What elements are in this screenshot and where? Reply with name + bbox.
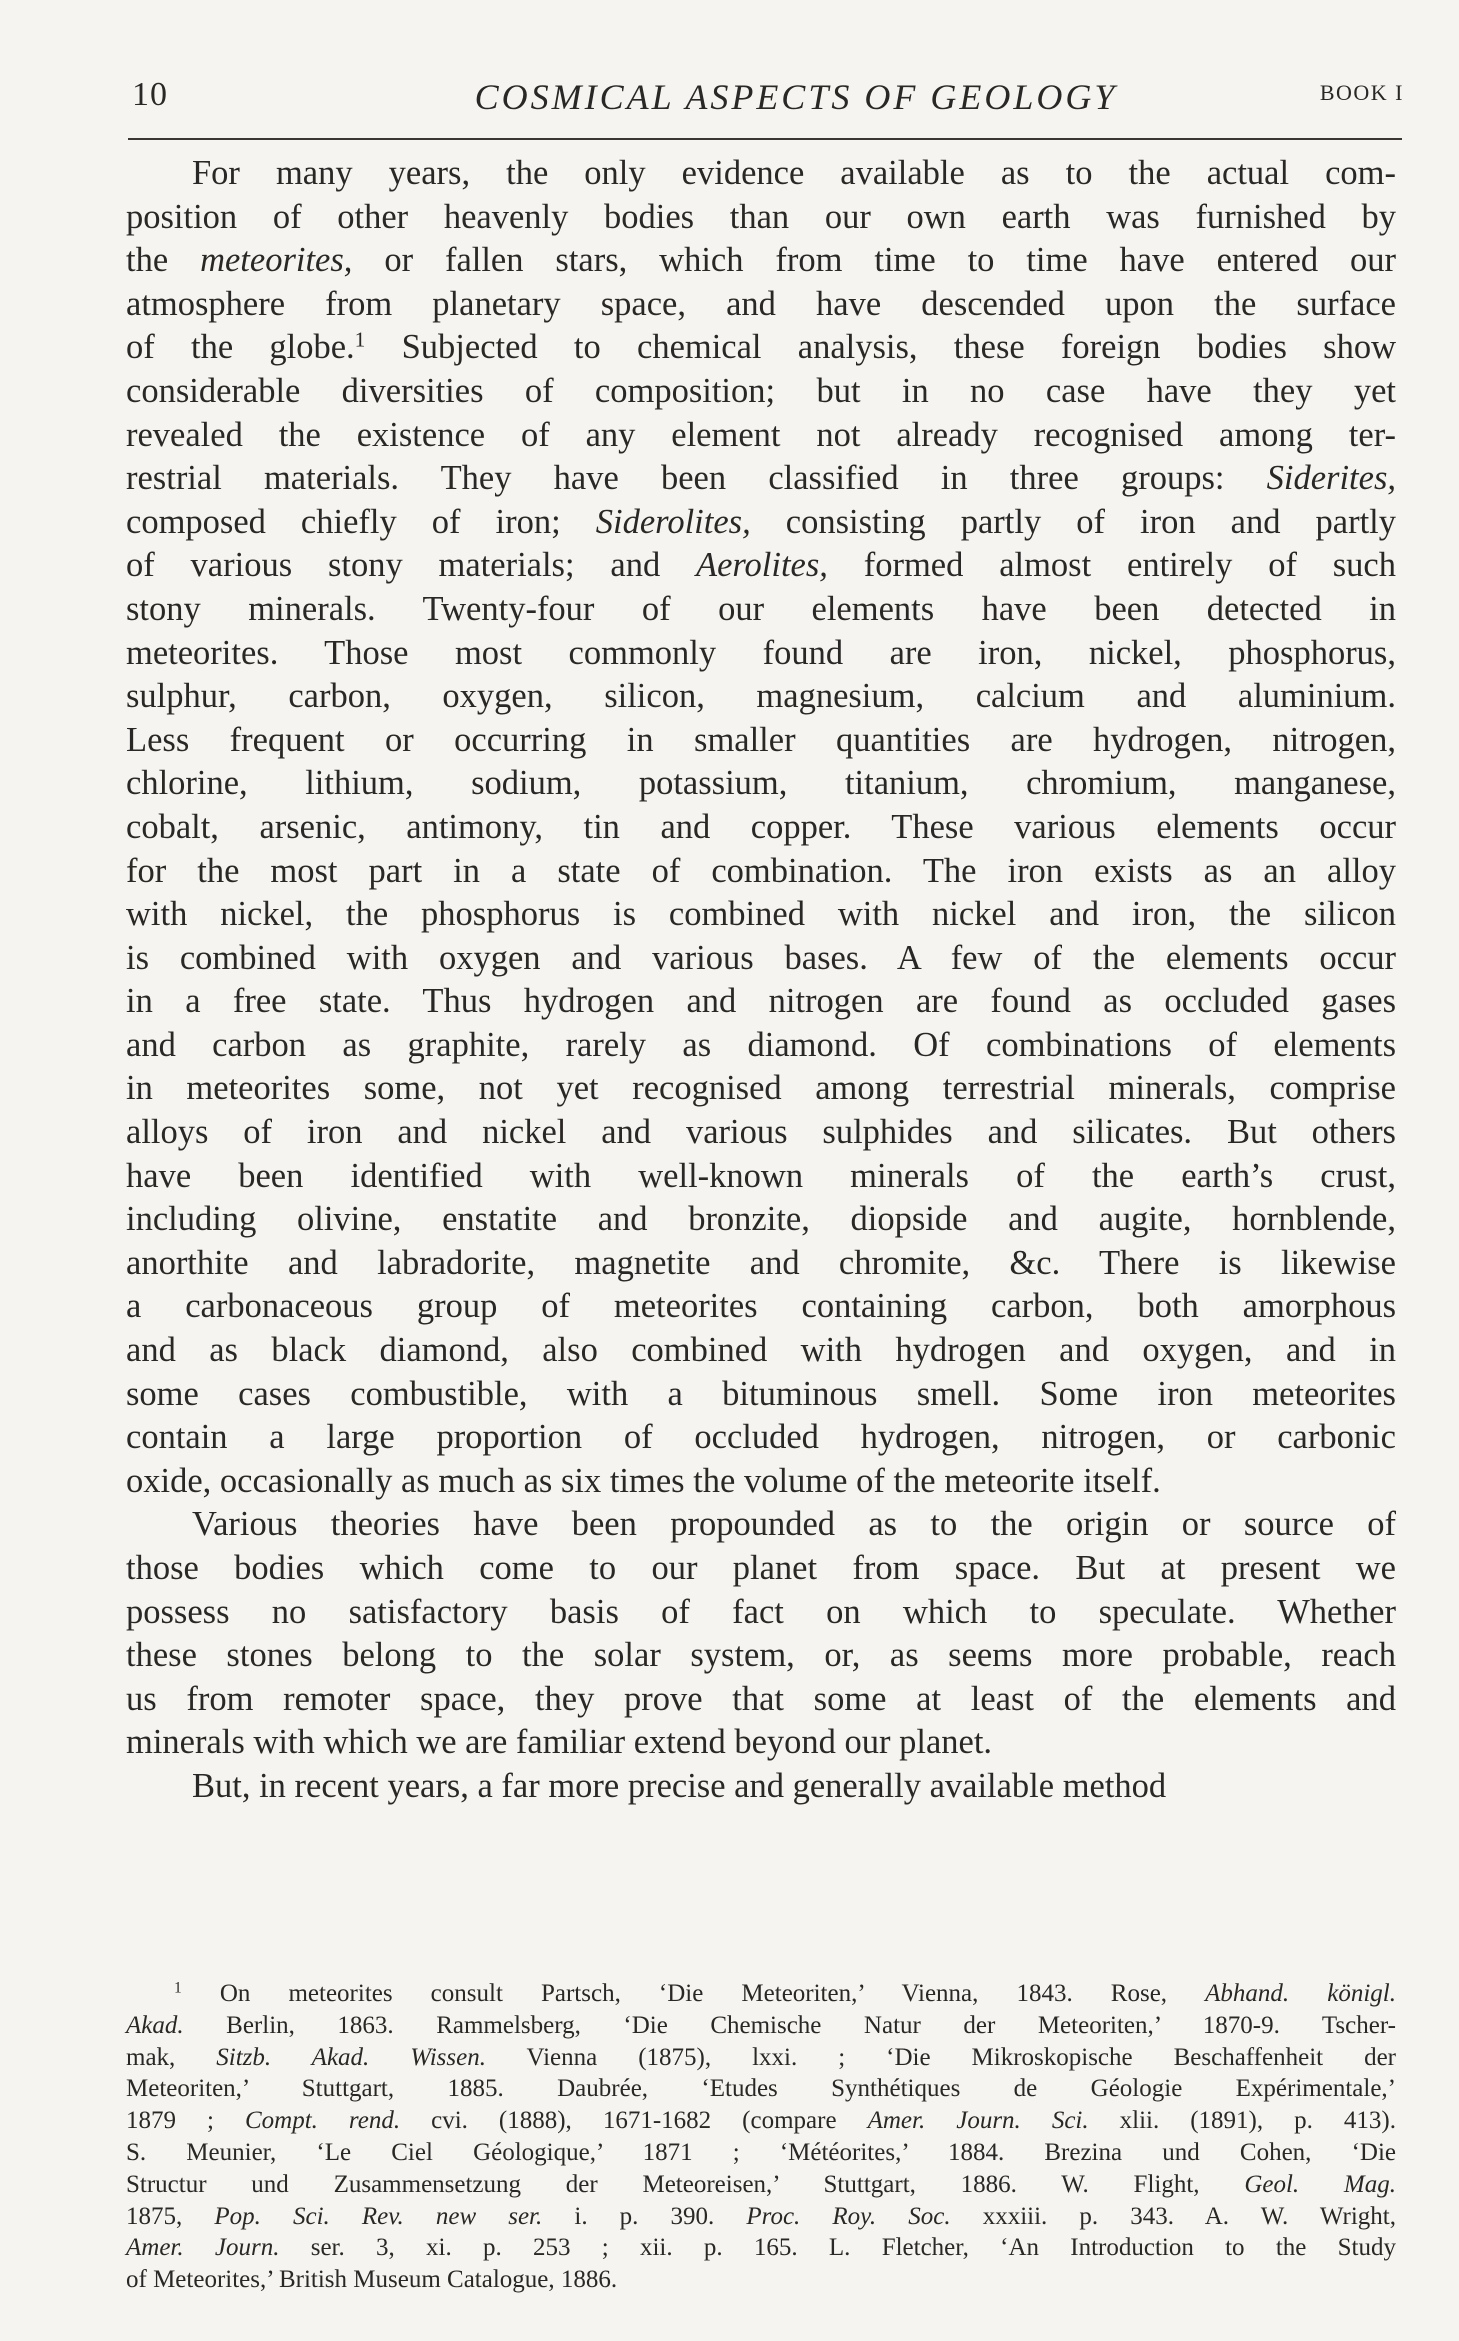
text-line	[126, 1285, 1396, 1329]
text-line	[126, 501, 1396, 545]
text-line	[126, 1242, 1396, 1286]
text-line	[126, 1634, 1396, 1678]
italic-term: Aerolites,	[696, 546, 828, 585]
text-run: meteorites. Those most commonly found are iron, nickel, phosphorus,	[126, 633, 1396, 672]
text-run: mak,	[126, 2043, 217, 2071]
text-run: anorthite and labradorite, magnetite and chromite, &c. There is likewise	[126, 1243, 1396, 1282]
text-line	[126, 1198, 1396, 1242]
text-line	[126, 1024, 1396, 1068]
footnote-line	[126, 2232, 1396, 2264]
text-run: i. p. 390.	[542, 2202, 747, 2230]
italic-term: Sitzb. Akad. Wissen.	[216, 2043, 486, 2071]
text-run: sulphur, carbon, oxygen, silicon, magnesium, calcium and aluminium.	[126, 677, 1396, 716]
text-run: those bodies which come to our planet from space. But at present we	[126, 1549, 1396, 1587]
text-line	[126, 457, 1396, 501]
text-run: contain a large proportion of occluded hydrogen, nitrogen, or carbonic	[126, 1418, 1396, 1457]
footnote-line	[126, 2169, 1396, 2201]
text-run: of various stony materials; and	[126, 546, 697, 585]
text-run: S. Meunier, ‘Le Ciel Géologique,’ 1871 ; ‘Météorites,’ 1884. Brezina und Cohen, ‘Die	[126, 2138, 1396, 2166]
text-run: For many years, the only evidence available as to the actual com-	[192, 154, 1396, 192]
text-run: formed almost entirely of such	[827, 546, 1396, 585]
text-line	[126, 893, 1396, 937]
text-run: in a free state. Thus hydrogen and nitrogen are found as occluded gases	[126, 982, 1396, 1021]
italic-term: meteorites,	[200, 241, 353, 280]
text-run: alloys of iron and nickel and various sulphides and silicates. But others	[126, 1113, 1396, 1152]
text-line	[126, 806, 1396, 850]
text-run: xxxiii. p. 343. A. W. Wright,	[950, 2202, 1396, 2230]
text-run: of the globe.	[126, 328, 355, 367]
running-title: COSMICAL ASPECTS OF GEOLOGY	[474, 77, 1118, 117]
text-line	[126, 762, 1396, 806]
text-line	[126, 1155, 1396, 1199]
text-run: Berlin, 1863. Rammelsberg, ‘Die Chemische Natur der Meteoriten,’ 1870-9. Tscher-	[183, 2011, 1396, 2039]
text-run: minerals with which we are familiar extend beyond our planet.	[126, 1723, 993, 1762]
text-run: a carbonaceous group of meteorites containing carbon, both amorphous	[126, 1287, 1396, 1326]
header-rule	[128, 138, 1402, 140]
text-line	[126, 1547, 1396, 1591]
text-run: composed chiefly of iron;	[126, 502, 596, 541]
text-line	[126, 675, 1396, 719]
text-run: is combined with oxygen and various bases. A few of the elements occur	[126, 938, 1396, 977]
text-line	[126, 370, 1396, 414]
text-run: On meteorites consult Partsch, ‘Die Meteoriten,’ Vienna, 1843. Rose,	[181, 1980, 1206, 2007]
italic-term: Siderolites,	[595, 502, 751, 541]
text-run: Vienna (1875), lxxi. ; ‘Die Mikroskopische Beschaffenheit der	[485, 2043, 1396, 2071]
footnote-line	[126, 2010, 1396, 2042]
text-run: xlii. (1891), p. 413).	[1088, 2107, 1396, 2135]
text-run: 1875,	[126, 2202, 215, 2230]
text-run: cobalt, arsenic, antimony, tin and copper. These various elements occur	[126, 807, 1396, 846]
italic-term: Proc. Roy. Soc.	[746, 2202, 951, 2230]
text-run: 1879 ;	[126, 2107, 245, 2135]
italic-term: Geol. Mag.	[1244, 2170, 1397, 2198]
text-run: But, in recent years, a far more precise and generally available method	[192, 1766, 1167, 1805]
italic-term: Akad.	[126, 2011, 184, 2039]
text-line	[126, 1591, 1396, 1635]
text-line	[126, 980, 1396, 1024]
text-line	[126, 283, 1396, 327]
text-line	[126, 239, 1396, 283]
text-line	[126, 414, 1396, 458]
text-line	[126, 1503, 1396, 1547]
footnote-line	[126, 2201, 1396, 2233]
text-line	[126, 1460, 1396, 1504]
text-run: of Meteorites,’ British Museum Catalogue, 1886.	[126, 2266, 618, 2294]
text-run: consisting partly of iron and partly	[750, 502, 1396, 541]
text-line	[126, 937, 1396, 981]
text-line	[126, 1111, 1396, 1155]
italic-term: Abhand. königl.	[1205, 1980, 1396, 2007]
text-run: with nickel, the phosphorus is combined with nickel and iron, the silicon	[126, 895, 1396, 934]
text-line	[126, 544, 1396, 588]
text-run: these stones belong to the solar system, or, as seems more probable, reach	[126, 1636, 1396, 1675]
text-run: Various theories have been propounded as to the origin or source of	[192, 1505, 1396, 1544]
text-run: have been identified with well-known minerals of the earth’s crust,	[126, 1156, 1396, 1195]
text-run: stony minerals. Twenty-four of our elements have been detected in	[126, 589, 1396, 628]
text-run: for the most part in a state of combination. The iron exists as an alloy	[126, 851, 1396, 890]
italic-term: Amer. Journ. Sci.	[867, 2107, 1089, 2135]
italic-term: Amer. Journ.	[126, 2234, 280, 2262]
text-line	[126, 588, 1396, 632]
text-run: and carbon as graphite, rarely as diamond. Of combinations of elements	[126, 1025, 1396, 1064]
footnote-marker: 1	[354, 327, 366, 352]
text-run: Subjected to chemical analysis, these foreign bodies show	[365, 328, 1396, 367]
text-run: or fallen stars, which from time to time have entered our	[352, 241, 1396, 280]
text-line	[126, 1373, 1396, 1417]
text-line	[126, 1721, 1396, 1765]
italic-term: Pop. Sci. Rev. new ser.	[214, 2202, 543, 2230]
text-run: in meteorites some, not yet recognised among terrestrial minerals, comprise	[126, 1069, 1396, 1108]
running-header	[128, 70, 1404, 122]
text-run: cvi. (1888), 1671-1682 (compare	[400, 2107, 868, 2135]
page-number: 10	[132, 76, 168, 113]
text-run: ser. 3, xi. p. 253 ; xii. p. 165. L. Fletcher, ‘An Introduction to the Study	[279, 2234, 1396, 2262]
footnotes	[126, 1978, 1396, 2296]
text-run: us from remoter space, they prove that some at least of the elements and	[126, 1679, 1396, 1718]
footnote-line	[126, 1978, 1396, 2010]
italic-term: Compt. rend.	[244, 2107, 401, 2135]
text-line	[126, 152, 1396, 196]
italic-term: Siderites,	[1266, 459, 1396, 498]
text-run: and as black diamond, also combined with hydrogen and oxygen, and in	[126, 1331, 1396, 1370]
text-run: revealed the existence of any element not already recognised among ter-	[126, 415, 1396, 454]
footnote-line	[126, 2073, 1396, 2105]
body-text	[126, 152, 1396, 1809]
text-run: the	[126, 241, 201, 280]
text-run: some cases combustible, with a bituminous smell. Some iron meteorites	[126, 1374, 1396, 1413]
text-run: including olivine, enstatite and bronzite, diopside and augite, hornblende,	[126, 1200, 1396, 1239]
text-run: Less frequent or occurring in smaller quantities are hydrogen, nitrogen,	[126, 720, 1396, 759]
text-run: position of other heavenly bodies than our own earth was furnished by	[126, 197, 1396, 236]
text-line	[126, 1416, 1396, 1460]
text-line	[126, 719, 1396, 763]
footnote-marker: 1	[174, 1979, 182, 1997]
text-run: oxide, occasionally as much as six times the volume of the meteorite itself.	[126, 1461, 1161, 1500]
text-run: chlorine, lithium, sodium, potassium, titanium, chromium, manganese,	[126, 764, 1396, 803]
text-line	[126, 1765, 1396, 1809]
text-line	[126, 850, 1396, 894]
text-run: possess no satisfactory basis of fact on which to speculate. Whether	[126, 1592, 1396, 1631]
text-line	[126, 632, 1396, 676]
footnote-line	[126, 2264, 1396, 2296]
book-label: BOOK I	[1319, 80, 1404, 105]
text-run: Structur und Zusammensetzung der Meteoreisen,’ Stuttgart, 1886. W. Flight,	[126, 2170, 1245, 2198]
text-run: considerable diversities of composition; but in no case have they yet	[126, 371, 1396, 410]
text-line	[126, 1678, 1396, 1722]
text-line	[126, 1329, 1396, 1373]
footnote-line	[126, 2042, 1396, 2074]
text-line	[126, 196, 1396, 240]
text-line	[126, 1067, 1396, 1111]
footnote-line	[126, 2137, 1396, 2169]
text-run: atmosphere from planetary space, and have descended upon the surface	[126, 284, 1396, 323]
text-run: restrial materials. They have been classified in three groups:	[126, 459, 1267, 498]
text-run: Meteoriten,’ Stuttgart, 1885. Daubrée, ‘Etudes Synthétiques de Géologie Expérimentale,’	[126, 2075, 1396, 2103]
text-line	[126, 326, 1396, 370]
footnote-line	[126, 2105, 1396, 2137]
